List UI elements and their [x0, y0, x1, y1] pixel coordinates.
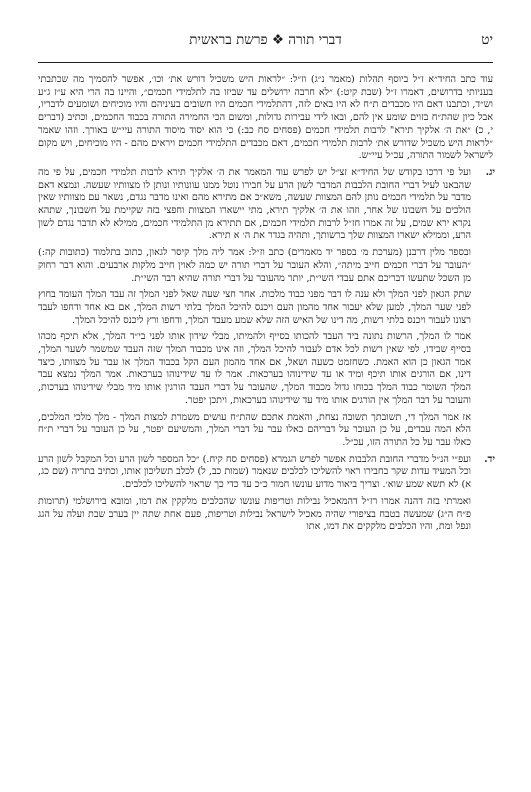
header-divider: [38, 62, 493, 63]
paragraph-text: שתק הגאון לפני המלך ולא ענה לו דבר מפני כבוד מלכות. אחר חצי שעה שאל לפני המלך זה עבד המלך העומד בחוץ לפני שער המלך, למען שלא יעבור אחד מהמון העם ויכנס להיכל המלך בלתי רשות המלך, אם בא אחד ודחפו לעבד רצונו לעבור ויכנס בלתי רשות, מה דינו של האיש הזה שלא שמע מעבד המלך, ודחפו ורץ ליכנס להיכל המלך.: [38, 289, 471, 326]
paragraph: [38, 247, 493, 285]
paragraph: [38, 74, 493, 163]
paragraph: [38, 496, 493, 534]
page-body: [38, 74, 493, 786]
paragraph: [38, 289, 493, 327]
page-header: [38, 30, 493, 50]
page-number: יט: [481, 32, 493, 48]
paragraph: [38, 331, 493, 407]
paragraph-text: עוד כתב החיד״א ז״ל ביוסף תהלות (מאמר נ״ג) וז״ל: ״לראות היש משכיל דורש את׳ וכו׳, אפשר להסמיך מה שכתבתי בעניותי בדרושים, דאמרו ז״ל (שבת קיט:) ״לא חרבה ירושלים עד שביזו בה לתלמידי חכמים״, והיינו בה הרי היא ע״ז ג״ע וש״ד, וכתבנו דאם היו מכבדים ת״ח לא היו באים לזה, דהתלמידי חכמים היו חשובים בעיניהם והיו מוכיחים ושומעים לדבריו, אבל כיון שהת״ח בזוים שומע אין להם, ובאו לידי עבירות גדולות, ומשום הכי החמירה התורה בכבוד החכמים, וכתיב (דברים י, כ) ״את ה׳ אלקיך תירא" לרבות תלמידי חכמים (פסחים סח כב:) כי הוא יסוד מיסוד התורה עיי״ש באורך. וזהו שאמר ״לראות היש משכיל שדורש את׳ לרבות תלמידי חכמים, דאם מכבדים התלמידי חכמים ויראים מהם - היו מוכיחים, ויש מקום לישראל לשמור התורה, עכ״ל עיי״ש.: [38, 74, 493, 162]
paragraph-text: אמר לו המלך, הרשות נתונה ביד העבד להכותו בסייף ולהמיתו, מבלי שידון אותו לפני בי״ד המלך, אלא תיכף מכהו בסייף שבידו, לפי שאין רשות לכל אדם לעבור להיכל המלך, וזה אינו מכבוד המלך שזה העבד שמשמר לשער המלך, אמר הגאון כן הוא האמת. כשחזמט כשעה ושאל, אם אחד מהמון העם הקל בכבוד המלך או עבר על מצוותו, כיצד דינו, אם הורגים אותו תיכף ומיד או עד שידינוהו בערכאות. אמר לו עד שידינוהו בערכאות. אמר המלך נמצא עבד המלך השומר כבוד המלך בכוחו גדול מכבוד המלך, שהעובר על דברי העבד הורגין אותו מיד מבלי שידינוהו בערכות, והעובר על דבר המלך אין הורגים אותו מיד עד שידינוהו בערכאות, ויתכן יפטר.: [38, 331, 471, 406]
paragraph-text: ובספר מלין דרבנן (מערכת מ׳ בספר יד מאמרים) כתב וז״ל: אמר ליה מלך קיסר לגאון, כתוב בתלמוד (כתובות קה:) ״העובר על דברי חכמים חייב מיתה״, והלא העובר על דברי תורה יש כמה לאוין חייב מלקות ארבעים. והוא דבר רחוק מן השכל שתעשו דבריכם אתם עבדי השי״ת, יותר מהעובר על דברי תורה שהיא דבר השי״ת.: [38, 247, 471, 284]
paragraph: [38, 167, 493, 243]
paragraph-text: ועפ״י הנ״ל מדברי החובת הלבבות אפשר לפרש הגמרא (פסחים סח קיח.) ״כל המספר לשון הרע וכל המקבל לשון הרע וכל המעיד עדות שקר בחבירו ראוי להשליכו לכלבים שנאמר (שמות כב, ל) לכלב תשליכון אותו, וכתיב בתריה (שם כג, א) לא תשא שמע שוא׳. וצריך ביאור מדוע עונשו חמור כ״כ עד כדי כך שראוי להשליכו לכלבים.: [38, 453, 471, 491]
section-number: יד.: [484, 453, 495, 465]
paragraph-text: ואמרתי בזה דהנה אמרו רז״ל דהמאכיל נבילות וטריפות עונשו שהכלבים מלקקין את דמו, ומובא בירושלמי (תרומות פ״ח ה״ג) שמעשה בטבח בציפורי שהיה מאכיל לישראל נבילות וטריפות, פעם אחת שתה יין בערב שבת ועלה על הגג ונפל ומת, והיו הכלבים מלקקים את דמו, אתו: [38, 495, 471, 533]
page-title: דברי תורה ❖ פרשת בראשית: [189, 32, 342, 48]
paragraph: [38, 454, 493, 492]
section-number: יג.: [485, 166, 495, 178]
paragraph-text: אז אמר המלך די, תשובתך תשובה נצחת, והאמת אתכם שהת״ח עושים משמרת למצות המלך - מלך מלכי המלכים, הלא המה עבדים, על כן העובר על דבריהם כאלו עבר על דברי המלך, והמשיעם יפטר, על כן העובר על דברי ת״ח כאלו עבר על כל התורה הזו, עכ״ל.: [38, 411, 471, 448]
paragraph-text: ועל פי דרכו בקודש של החיד״א זצ״ל יש לפרש עוד המאמר את ה׳ אלקיך תירא לרבות תלמידי חכמים, על פי מה שהבאנו לעיל דברי החובת הלבבות המדבר לשון הרע על חבירו נוטל ממנו עוונותיו ונותן לו מצוותיו שעשה. ונמצא דאם מדבר על תלמידי חכמים נותן להם המצוות שעשה, משא״כ אם מתירא מהם ואינו מדבר נגדם, נשאר עם מצוותיו שאין הולכים על חשבונו של אחר, וזהו את ה׳ אלקיך תירא, מתי יישארו המצוות וחפצי בזה שקיימת על חשבונך, שתהא נקרא ירא שמים, על זה אמרו חז״ל לרבות תלמידי חכמים, אם תתירא מן התלמידי חכמים, ממילא לא תדבר נגדם לשון הרע, וממילא ישארו המצוות שלך ברשותך, ותהיה בגדר את ה׳ א תירא.: [38, 166, 471, 242]
paragraph: [38, 412, 493, 450]
